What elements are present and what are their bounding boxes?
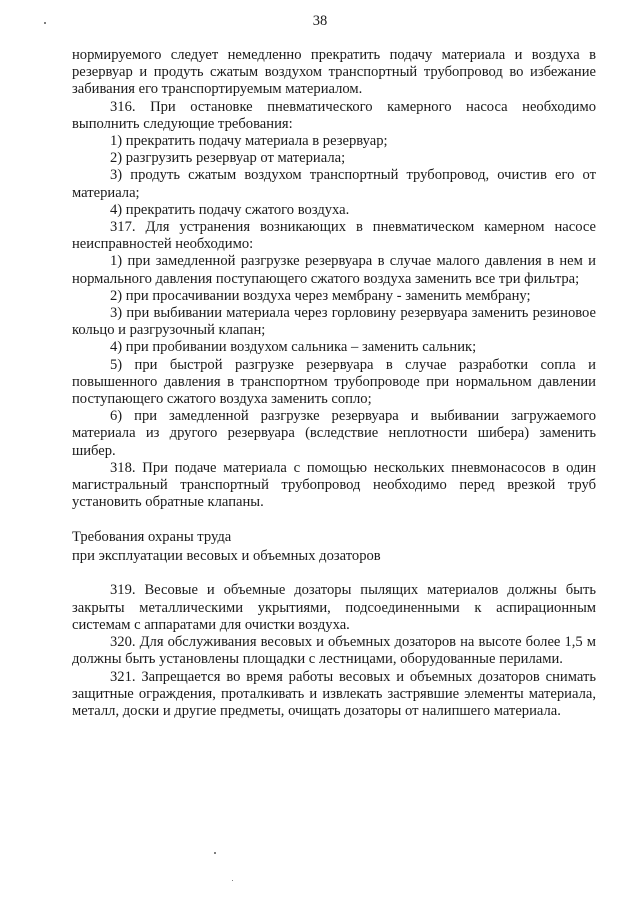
section-heading-line-2: при эксплуатации весовых и объемных дозаторов bbox=[72, 547, 381, 564]
scan-speck bbox=[232, 880, 233, 881]
paragraph-316: 316. При остановке пневматического камерного насоса необходимо выполнить следующие требования: bbox=[72, 98, 596, 132]
list-item: 2) при просачивании воздуха через мембрану - заменить мембрану; bbox=[110, 287, 531, 304]
document-body bbox=[72, 47, 596, 720]
paragraph-317: 317. Для устранения возникающих в пневматическом камерном насосе неисправностей необходимо: bbox=[72, 219, 596, 253]
section-heading bbox=[72, 528, 596, 565]
paragraph-319: 319. Весовые и объемные дозаторы пылящих материалов должны быть закрыты металлическими укрытиями, подсоединенными к аспирационным системам с аппаратами для очистки воздуха. bbox=[72, 582, 596, 633]
paragraph-318: 318. При подаче материала с помощью нескольких пневмонасосов в один магистральный транспортный трубопровод необходимо перед врезкой труб установить обратные клапаны. bbox=[72, 459, 596, 511]
list-item: 3) продуть сжатым воздухом транспортный трубопровод, очистив его от материала; bbox=[72, 167, 596, 201]
list-item: 6) при замедленной разгрузке резервуара и выбивании загружаемого материала из другого резервуара (вследствие неплотности шибера) заменить шибер. bbox=[72, 408, 596, 459]
list-item: 5) при быстрой разгрузке резервуара в случае разработки сопла и повышенного давления в транспортном трубопроводе при нормальном давлении поступающего сжатого воздуха заменить сопло; bbox=[72, 356, 596, 408]
list-item: 2) разгрузить резервуар от материала; bbox=[110, 150, 346, 167]
section-heading-line-1: Требования охраны труда bbox=[72, 529, 232, 546]
list-item: 4) при пробивании воздухом сальника – заменить сальник; bbox=[110, 339, 477, 356]
list-item: 1) при замедленной разгрузке резервуара в случае малого давления в нем и нормального давления поступающего сжатого воздуха заменить все три фильтра; bbox=[72, 253, 596, 287]
list-item: 4) прекратить подачу сжатого воздуха. bbox=[110, 201, 350, 218]
page-number: 38 bbox=[312, 13, 328, 29]
paragraph-321: 321. Запрещается во время работы весовых и объемных дозаторов снимать защитные ограждения, проталкивать и извлекать застрявшие элементы материала, металл, доски и другие предметы, очищать дозаторы от налипшего материала. bbox=[72, 668, 596, 719]
paragraph-320: 320. Для обслуживания весовых и объемных дозаторов на высоте более 1,5 м должны быть установлены площадки с лестницами, оборудованные перилами. bbox=[72, 634, 596, 668]
paragraph: нормируемого следует немедленно прекратить подачу материала и воздуха в резервуар и продуть сжатым воздухом транспортный трубопровод во избежание забивания его транспортируемым материалом. bbox=[72, 47, 596, 98]
scan-speck bbox=[214, 852, 216, 854]
list-item: 1) прекратить подачу материала в резервуар; bbox=[110, 133, 388, 150]
scan-speck bbox=[44, 22, 46, 24]
list-item: 3) при выбивании материала через горловину резервуара заменить резиновое кольцо и разгрузочный клапан; bbox=[72, 305, 596, 339]
